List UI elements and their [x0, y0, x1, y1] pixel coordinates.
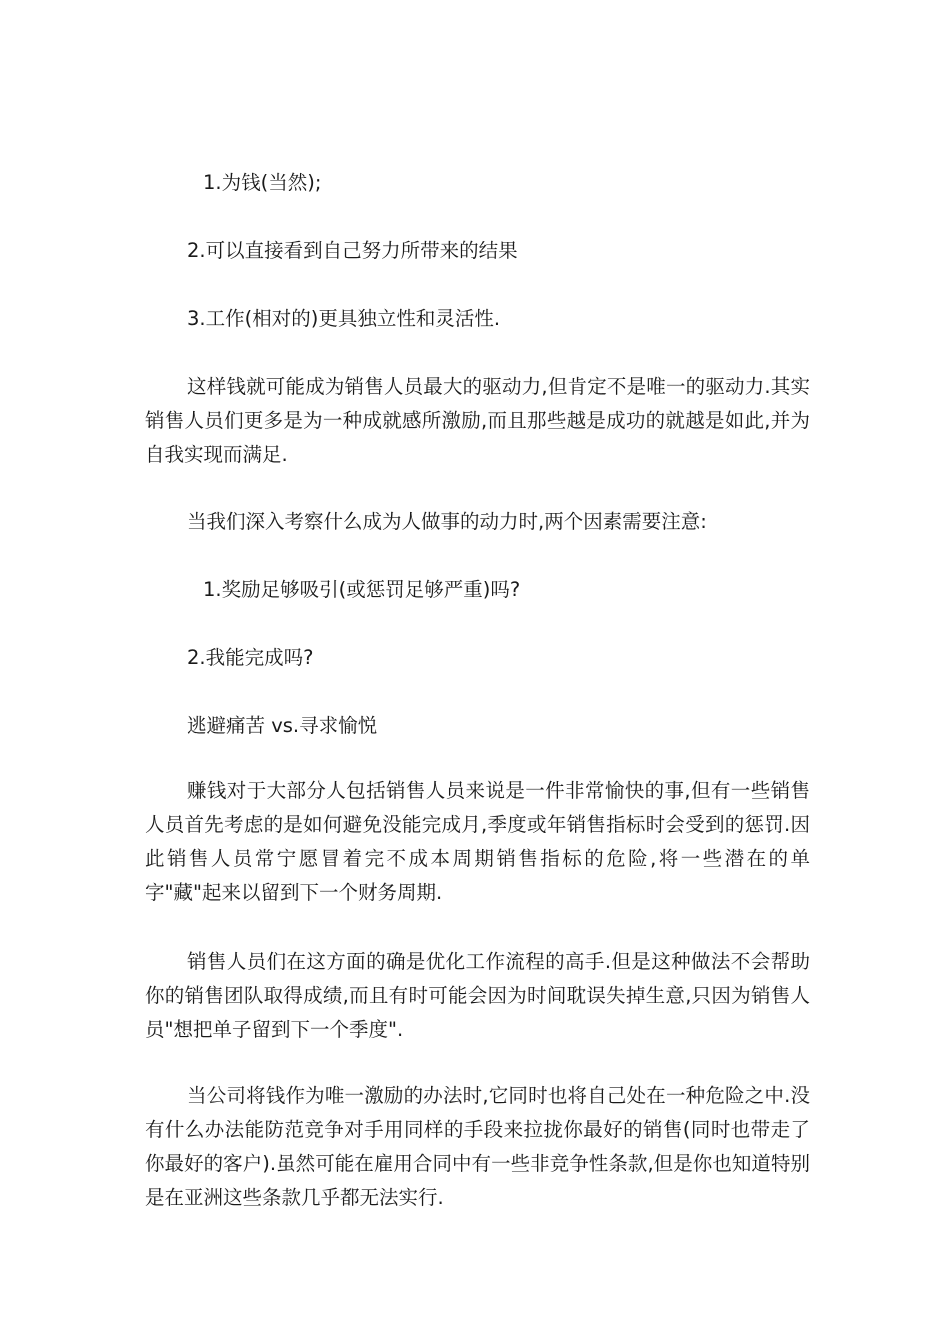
paragraph-two-factors: 当我们深入考察什么成为人做事的动力时,两个因素需要注意: — [187, 510, 707, 533]
section-heading: 逃避痛苦 vs.寻求愉悦 — [187, 714, 378, 737]
list-item-reward: 1.奖励足够吸引(或惩罚足够严重)吗? — [203, 578, 521, 601]
list-item-can-complete: 2.我能完成吗? — [187, 646, 314, 669]
paragraph-avoid-pain: 赚钱对于大部分人包括销售人员来说是一件非常愉快的事,但有一些销售人员首先考虑的是如何避免没能完成月,季度或年销售指标时会受到的惩罚.因此销售人员常宁愿冒着完不成本周期销售指标的危险,将一些潜在的单字"藏"起来以留到下一个财务周期. — [145, 779, 810, 904]
paragraph-driving-force: 这样钱就可能成为销售人员最大的驱动力,但肯定不是唯一的驱动力.其实销售人员们更多是为一种成就感所激励,而且那些越是成功的就越是如此,并为自我实现而满足. — [145, 375, 810, 466]
list-item-results: 2.可以直接看到自己努力所带来的结果 — [187, 239, 518, 262]
list-item-independence: 3.工作(相对的)更具独立性和灵活性. — [187, 307, 501, 330]
paragraph-money-risk: 当公司将钱作为唯一激励的办法时,它同时也将自己处在一种危险之中.没有什么办法能防范竞争对手用同样的手段来拉拢你最好的销售(同时也带走了你最好的客户).虽然可能在雇用合同中有一些非竞争性条款,但是你也知道特别是在亚洲这些条款几乎都无法实行. — [145, 1084, 810, 1209]
list-item-money: 1.为钱(当然); — [203, 171, 322, 194]
paragraph-optimize-workflow: 销售人员们在这方面的确是优化工作流程的高手.但是这种做法不会帮助你的销售团队取得成绩,而且有时可能会因为时间耽误失掉生意,只因为销售人员"想把单子留到下一个季度". — [145, 950, 810, 1041]
